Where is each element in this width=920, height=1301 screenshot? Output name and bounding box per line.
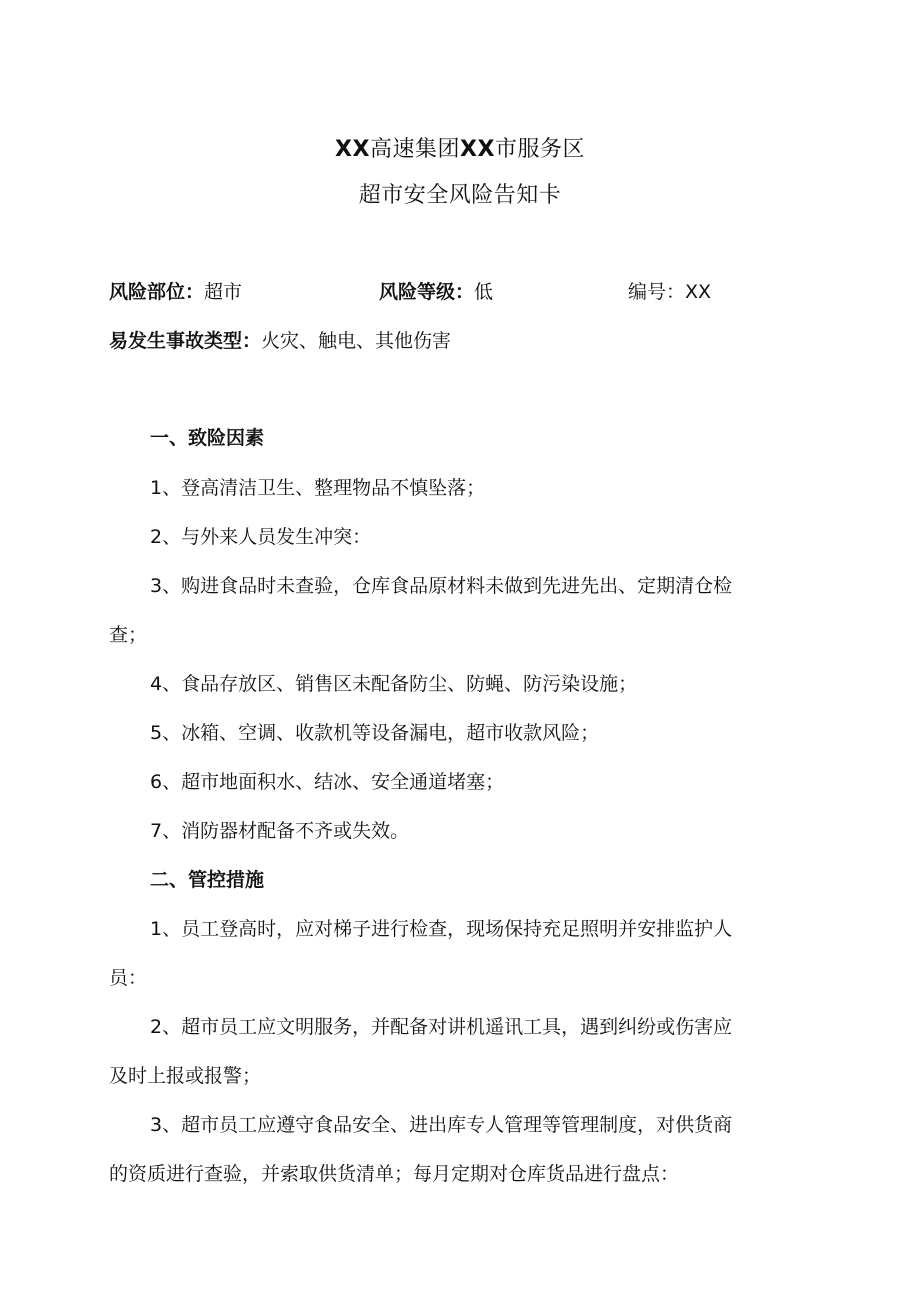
section1-item-continuation: 查； [109,624,148,646]
risk-part [109,277,242,304]
section1-item: 3、购进食品时未查验，仓库食品原材料未做到先进先出、定期清仓检 [150,575,733,597]
section2-item-continuation: 员： [109,967,148,989]
code-value: XX [685,281,712,303]
section1-item: 4、食品存放区、销售区未配备防尘、防蝇、防污染设施； [150,673,638,695]
title-suffix: 市服务区 [494,137,585,162]
document-title-line2: 超市安全风险告知卡 [358,183,562,208]
section2-item-continuation: 的资质进行查验，并索取供货清单；每月定期对仓库货品进行盘点： [109,1163,680,1185]
document-title-line1 [0,132,920,163]
section2-heading: 二、管控措施 [150,869,265,891]
section1-item: 5、冰箱、空调、收款机等设备漏电，超市收款风险； [150,722,600,744]
risk-level [379,277,493,304]
accident-types [109,326,451,353]
section1-heading: 一、致险因素 [150,427,265,449]
section1-item: 2、与外来人员发生冲突： [150,526,372,548]
title-middle: 高速集团 [369,137,460,162]
accident-types-label: 易发生事故类型： [109,330,262,352]
section2-item-continuation: 及时上报或报警； [109,1065,262,1087]
document-code [628,277,711,304]
section2-item: 1、员工登高时，应对梯子进行检查，现场保持充足照明并安排监护人 [150,918,733,940]
section2-item: 3、超市员工应遵守食品安全、进出库专人管理等管理制度，对供货商 [150,1114,733,1136]
risk-part-value: 超市 [204,281,243,303]
section1-item: 1、登高清洁卫生、整理物品不慎坠落； [150,477,486,499]
risk-level-value: 低 [474,281,494,303]
section1-item: 7、消防器材配备不齐或失效。 [150,820,410,842]
risk-level-label: 风险等级： [379,281,475,303]
title-mid2: XX [460,137,495,162]
section2-item: 2、超市员工应文明服务，并配备对讲机遥讯工具，遇到纠纷或伤害应 [150,1016,733,1038]
risk-part-label: 风险部位： [109,281,205,303]
code-label: 编号： [628,281,686,303]
accident-types-value: 火灾、触电、其他伤害 [261,330,452,352]
title-prefix: XX [335,137,370,162]
section1-item: 6、超市地面积水、结冰、安全通道堵塞； [150,771,505,793]
